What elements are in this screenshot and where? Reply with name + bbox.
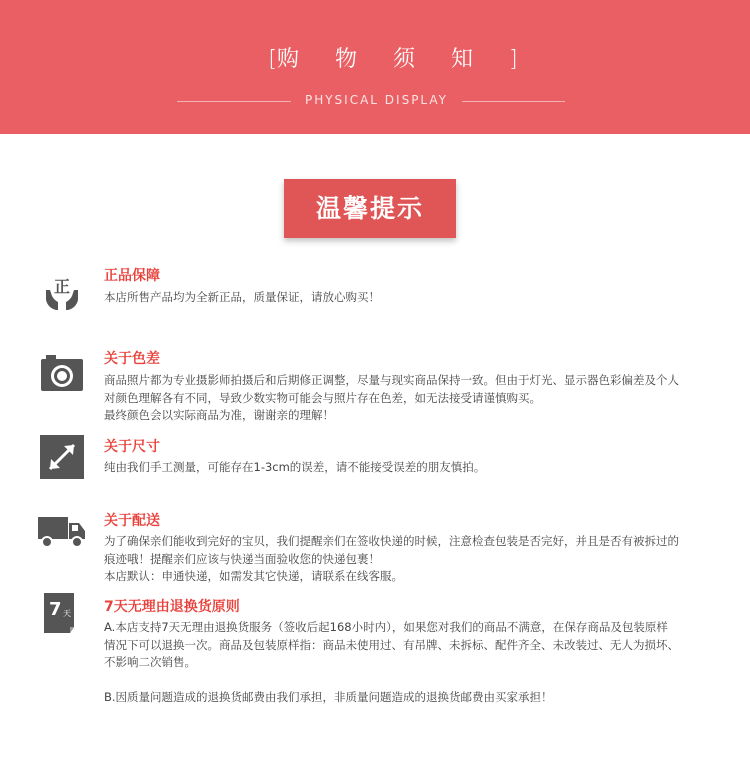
text-line: 情况下可以退换一次。商品及包装原样指：商品未使用过、有吊牌、未拆标、配件齐全、未改装过、无人为损坏、 bbox=[104, 637, 679, 652]
svg-text:正: 正 bbox=[53, 277, 71, 296]
page-subtitle: PHYSICAL DISPLAY bbox=[304, 93, 449, 107]
section-text bbox=[104, 533, 729, 586]
section-title: 关于色差 bbox=[104, 351, 160, 367]
section-text bbox=[104, 619, 729, 672]
text-line: 对颜色理解各有不同，导致少数实物可能会与照片存在色差，如无法接受请谨慎购买。 bbox=[104, 390, 541, 405]
text-line: 最终颜色会以实际商品为准，谢谢亲的理解！ bbox=[104, 408, 334, 422]
section-text bbox=[104, 372, 729, 425]
text-line: 不影响二次销售。 bbox=[104, 655, 196, 669]
section-title: 7天无理由退换货原则 bbox=[104, 599, 240, 615]
seven-day-calendar-icon bbox=[42, 593, 76, 633]
divider-left bbox=[177, 101, 291, 102]
section-title: 正品保障 bbox=[104, 268, 160, 284]
section-text-extra bbox=[104, 689, 729, 707]
text-line: 商品照片都为专业摄影师拍摄后和后期修正调整，尽量与现实商品保持一致。但由于灯光、显示器色彩偏差及个人 bbox=[104, 373, 679, 387]
text-line: 纯由我们手工测量，可能存在1-3cm的误差，请不能接受误差的朋友慎拍。 bbox=[104, 460, 486, 474]
notice-button: 温馨提示 bbox=[284, 179, 456, 238]
camera-icon bbox=[40, 351, 84, 395]
page-title bbox=[0, 42, 750, 73]
header-banner bbox=[0, 0, 750, 134]
title-text: 购物须知 bbox=[276, 47, 509, 72]
calendar-unit: 天 bbox=[63, 609, 71, 618]
section-title: 关于尺寸 bbox=[104, 439, 160, 455]
genuine-hands-icon bbox=[40, 270, 84, 314]
text-line: B.因质量问题造成的退换货邮费由我们承担，非质量问题造成的退换货邮费由买家承担！ bbox=[104, 690, 553, 704]
truck-icon bbox=[38, 509, 86, 553]
bracket-right: ] bbox=[509, 47, 518, 72]
text-line: 为了确保亲们能收到完好的宝贝，我们提醒亲们在签收快递的时候，注意检查包装是否完好，并且是否有被拆过的 bbox=[104, 534, 679, 548]
section-text bbox=[104, 289, 729, 307]
text-line: 本店默认：申通快递，如需发其它快递，请联系在线客服。 bbox=[104, 569, 403, 583]
divider-right bbox=[462, 101, 565, 102]
section-title: 关于配送 bbox=[104, 513, 160, 529]
resize-arrow-icon bbox=[40, 435, 84, 479]
text-line: A.本店支持7天无理由退换货服务（签收后起168小时内），如果您对我们的商品不满意，在保存商品及包装原样 bbox=[104, 620, 668, 634]
section-text bbox=[104, 459, 729, 477]
bracket-left: [ bbox=[268, 47, 277, 72]
text-line: 痕迹哦！提醒亲们应该与快递当面验收您的快递包裹！ bbox=[104, 551, 380, 566]
text-line: 本店所售产品均为全新正品，质量保证，请放心购买！ bbox=[104, 290, 380, 304]
calendar-number: 7 bbox=[49, 599, 62, 620]
